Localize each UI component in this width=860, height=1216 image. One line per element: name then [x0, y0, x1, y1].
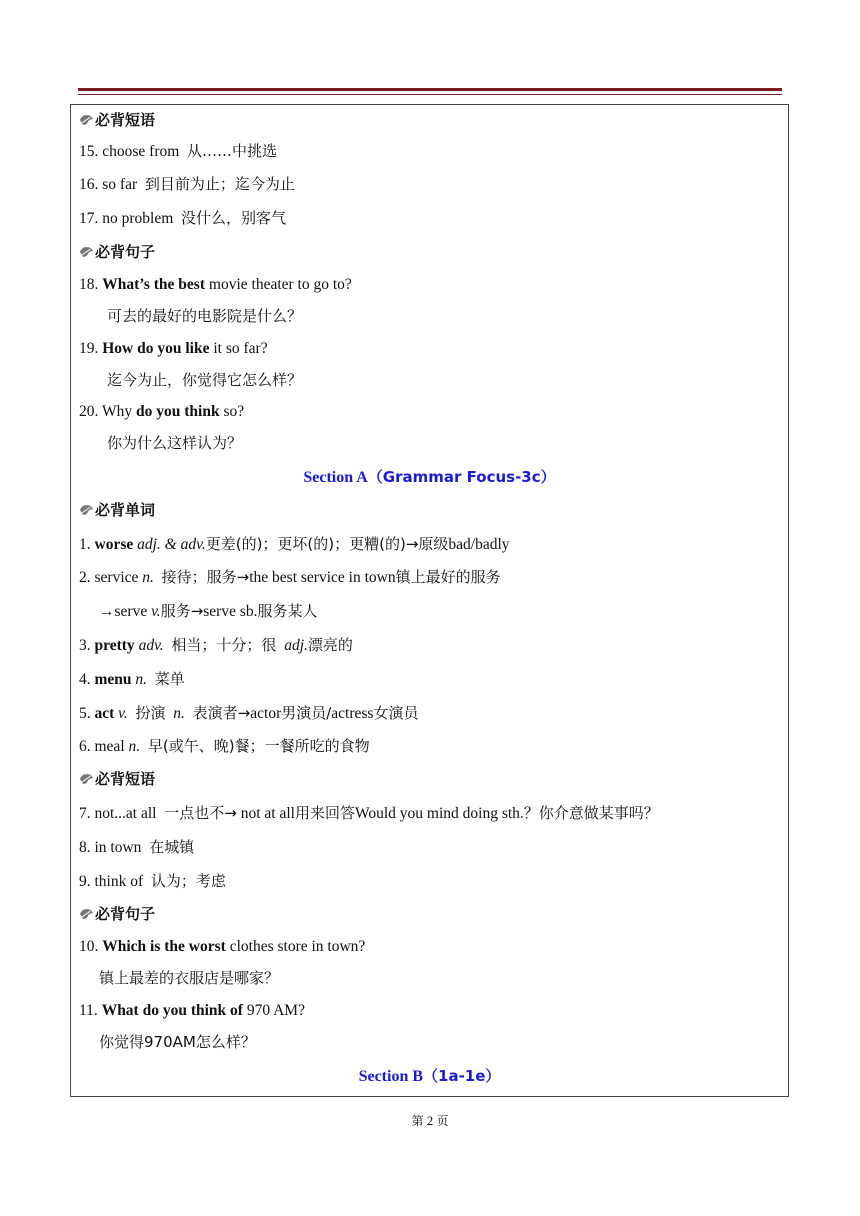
- sentence-item: 20. Why do you think so?: [79, 403, 245, 420]
- header-rule-thin: [78, 94, 782, 95]
- leaf-bullet-icon: [79, 245, 94, 259]
- page-number: 2: [426, 1113, 434, 1128]
- page-footer: 第 2 页: [411, 1113, 449, 1128]
- sentence-item: 10. Which is the worst clothes store in town?: [79, 938, 366, 955]
- list-item: 15. choose from 从……中挑选: [79, 142, 278, 160]
- word-item: 4. menu n. 菜单: [79, 670, 185, 688]
- section-title-b: Section B（1a-1e）: [358, 1067, 501, 1085]
- section-title-a: Section A（Grammar Focus-3c）: [303, 468, 556, 486]
- list-item: 9. think of 认为；考虑: [79, 872, 226, 890]
- list-item: 7. not...at all 一点也不→ not at all用来回答Would you mind doing sth.？你介意做某事吗？: [79, 804, 659, 822]
- list-item: 16. so far 到目前为止；迄今为止: [79, 175, 295, 193]
- leaf-bullet-icon: [79, 503, 94, 517]
- list-item: 17. no problem 没什么，别客气: [79, 209, 287, 227]
- sentence-item: 19. How do you like it so far?: [79, 340, 268, 357]
- sentence-header: 必背句子: [79, 902, 780, 926]
- sentence-translation: 你为什么这样认为？: [107, 434, 243, 452]
- word-item: 6. meal n. 早(或午、晚)餐；一餐所吃的食物: [79, 737, 370, 755]
- word-item-continuation: →serve v.服务→serve sb.服务某人: [99, 602, 318, 620]
- leaf-bullet-icon: [79, 113, 94, 127]
- content-box: [70, 104, 789, 1097]
- leaf-bullet-icon: [79, 772, 94, 786]
- sentence-item: 11. What do you think of 970 AM?: [79, 1002, 305, 1019]
- sentence-translation: 可去的最好的电影院是什么？: [107, 307, 303, 325]
- sentence-header: 必背句子: [79, 240, 780, 264]
- sentence-item: 18. What’s the best movie theater to go to?: [79, 276, 352, 293]
- word-item: 1. worse adj. & adv.更差(的)；更坏(的)；更糟(的)→原级bad/badly: [79, 535, 510, 553]
- sentence-translation: 你觉得970AM怎么样？: [99, 1033, 256, 1051]
- header-rule-thick: [78, 88, 782, 91]
- list-item: 8. in town 在城镇: [79, 838, 195, 856]
- word-item: 2. service n. 接待；服务→the best service in town镇上最好的服务: [79, 568, 501, 586]
- phrase-header: 必背短语: [79, 108, 780, 132]
- leaf-bullet-icon: [79, 907, 94, 921]
- word-item: 5. act v. 扮演 n. 表演者→actor男演员/actress女演员: [79, 704, 419, 722]
- sentence-translation: 镇上最差的衣服店是哪家？: [99, 969, 280, 987]
- word-header: 必背单词: [79, 498, 780, 522]
- phrase-header: 必背短语: [79, 767, 780, 791]
- word-item: 3. pretty adv. 相当；十分；很 adj.漂亮的: [79, 636, 353, 654]
- sentence-translation: 迄今为止，你觉得它怎么样？: [107, 371, 303, 389]
